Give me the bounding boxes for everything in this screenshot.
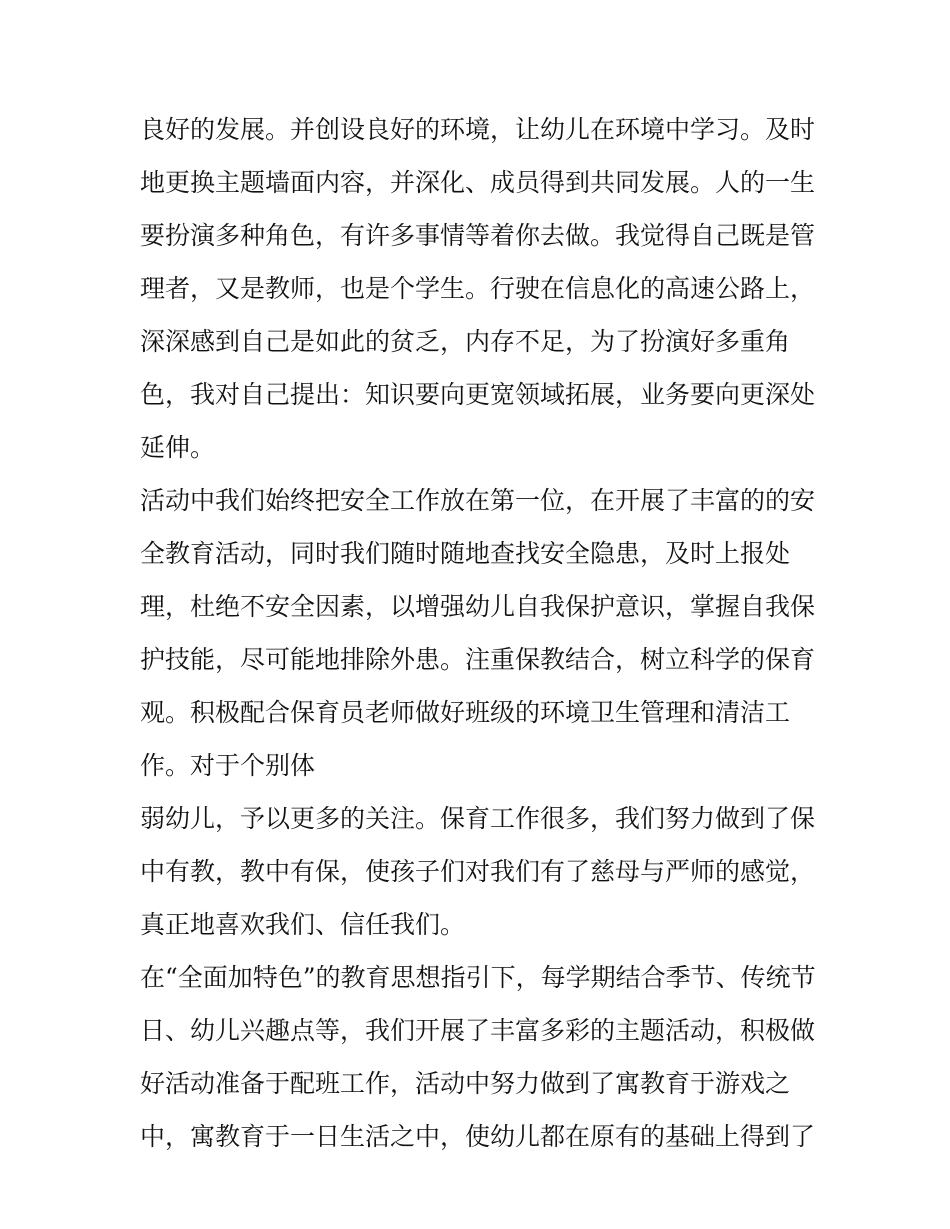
text-line: 日、幼儿兴趣点等，我们开展了丰富多彩的主题活动，积极做	[140, 1016, 816, 1045]
text-line: 理者，又是教师，也是个学生。行驶在信息化的高速公路上，	[140, 274, 816, 303]
text-line: 观。积极配合保育员老师做好班级的环境卫生管理和清洁工	[140, 698, 791, 727]
text-line: 作。对于个别体	[140, 751, 316, 780]
text-line: 地更换主题墙面内容，并深化、成员得到共同发展。人的一生	[140, 168, 816, 197]
text-line: 全教育活动，同时我们随时随地查找安全隐患，及时上报处	[140, 539, 791, 568]
text-line: 要扮演多种角色，有许多事情等着你去做。我觉得自己既是管	[140, 221, 816, 250]
text-line: 弱幼儿，予以更多的关注。保育工作很多，我们努力做到了保	[140, 804, 816, 833]
text-line: 深深感到自己是如此的贫乏，内存不足，为了扮演好多重角	[140, 327, 791, 356]
body-text	[140, 103, 830, 1163]
text-line: 好活动准备于配班工作，活动中努力做到了寓教育于游戏之	[140, 1069, 791, 1098]
text-line: 中有教，教中有保，使孩子们对我们有了慈母与严师的感觉，	[140, 857, 816, 886]
text-line: 理，杜绝不安全因素，以增强幼儿自我保护意识，掌握自我保	[140, 592, 816, 621]
text-line: 护技能，尽可能地排除外患。注重保教结合，树立科学的保育	[140, 645, 816, 674]
text-line: 在“全面加特色”的教育思想指引下，每学期结合季节、传统节	[140, 963, 816, 992]
text-line: 真正地喜欢我们、信任我们。	[140, 910, 466, 939]
text-line: 活动中我们始终把安全工作放在第一位，在开展了丰富的的安	[140, 486, 816, 515]
text-line: 中，寓教育于一日生活之中，使幼儿都在原有的基础上得到了	[140, 1122, 816, 1151]
text-line: 良好的发展。并创设良好的环境，让幼儿在环境中学习。及时	[140, 115, 816, 144]
text-line: 延伸。	[140, 433, 216, 462]
text-line: 色，我对自己提出：知识要向更宽领域拓展，业务要向更深处	[140, 380, 816, 409]
